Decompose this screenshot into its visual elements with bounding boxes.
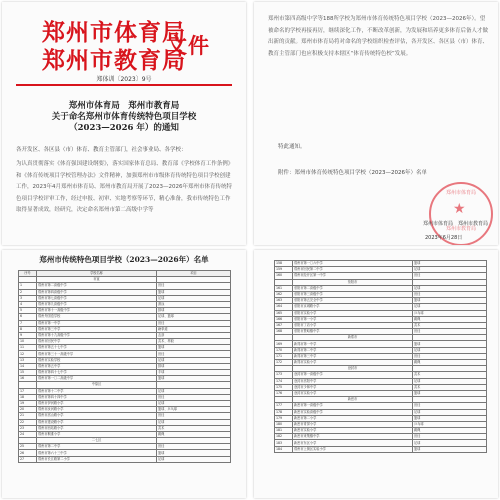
cell-school: 二七区 bbox=[37, 438, 157, 444]
cell-index: 27 bbox=[19, 456, 37, 462]
cell-sport: 田径 bbox=[157, 413, 231, 419]
cell-sport: 田径 bbox=[413, 434, 487, 440]
cell-school: 荥阳市第二高级中学 bbox=[293, 285, 413, 291]
cell-school: 郑州市汝河路小学 bbox=[37, 407, 157, 413]
cell-index: 22 bbox=[19, 419, 37, 425]
cell-school: 新密市来集镇中学 bbox=[293, 434, 413, 440]
cell-school: 郑州市建设路小学 bbox=[37, 419, 157, 425]
cell-school: 中原区 bbox=[37, 382, 157, 388]
cell-index: 14 bbox=[19, 363, 37, 369]
cell-school: 登封市第一高级中学 bbox=[293, 372, 413, 378]
seal-text-top: 郑州市体育局 bbox=[445, 190, 476, 196]
cell-sport: 排球 bbox=[157, 363, 231, 369]
cell-school: 荥阳市 bbox=[293, 279, 413, 285]
cell-index: 6 bbox=[19, 314, 37, 320]
cell-sport: 篮球 bbox=[413, 390, 487, 396]
cell-index: 171 bbox=[275, 353, 293, 359]
seal-text-bottom: 郑州市教育局 bbox=[445, 226, 476, 232]
cell-sport: 游泳 bbox=[157, 301, 231, 307]
cell-sport: 足球 bbox=[157, 419, 231, 425]
cell-school: 郑州市第一〇二高级中学 bbox=[37, 376, 157, 382]
cell-sport: 武术、摔跤 bbox=[157, 339, 231, 345]
cell-index: 4 bbox=[19, 301, 37, 307]
cell-sport: 田径 bbox=[413, 353, 487, 359]
cell-index: 19 bbox=[19, 400, 37, 406]
cell-index: 16 bbox=[19, 376, 37, 382]
cell-index: 10 bbox=[19, 339, 37, 345]
cell-sport: 篮球 bbox=[157, 450, 231, 456]
cell-index: 170 bbox=[275, 347, 293, 353]
cell-sport: 足球 bbox=[413, 378, 487, 384]
cell-sport: 足球 bbox=[413, 304, 487, 310]
cell-school: 郑州市经开区第一中学 bbox=[293, 273, 413, 279]
cell-school: 郑州市回民中学 bbox=[37, 339, 157, 345]
cell-sport: 武术 bbox=[157, 425, 231, 431]
cell-sport: 田径 bbox=[413, 329, 487, 335]
notice-body-continued: 郑州市第四高级中学等188所学校为郑州市体育传统特色项目学校（2023—2026年）。望被命名的学校再接再厉，继续深化工作，不断改革创新，为发展和培养更多体育后备人才做出新的贡献。郑州市体育局将对命名的学校组织检查评估，各开发区、各区县（市）体育、教育主管部门也应积极支持本辖区“体育传统特色校”发展。 bbox=[268, 16, 488, 57]
cell-sport: 跳绳 bbox=[413, 428, 487, 434]
cell-school: 郑州市第四十四中学 bbox=[37, 394, 157, 400]
cell-index: 9 bbox=[19, 332, 37, 338]
cell-index: 15 bbox=[19, 370, 37, 376]
cell-index: 169 bbox=[275, 341, 293, 347]
cell-school: 登封市 bbox=[293, 366, 413, 372]
cell-school: 荥阳市实验小学 bbox=[293, 310, 413, 316]
cell-index: 179 bbox=[275, 415, 293, 421]
cell-sport: 跳绳 bbox=[413, 316, 487, 322]
cell-school: 荥阳市贾峪镇中学 bbox=[293, 329, 413, 335]
cell-index: 5 bbox=[19, 308, 37, 314]
cell-school: 新郑市第一中学 bbox=[293, 341, 413, 347]
cell-index: 3 bbox=[19, 295, 37, 301]
cell-index: 183 bbox=[275, 440, 293, 446]
cell-school: 郑州市第十九高级中学 bbox=[37, 332, 157, 338]
cell-sport: 跆拳道 bbox=[157, 326, 231, 332]
cell-sport: 跳绳 bbox=[413, 360, 487, 366]
cell-sport: 篮球 bbox=[157, 345, 231, 351]
school-list-page-1 bbox=[2, 250, 246, 498]
notice-title-line-2: 关于命名郑州市体育传统特色项目学校 bbox=[51, 112, 197, 122]
cell-school: 郑州市第三中学 bbox=[37, 326, 157, 332]
cell-school: 郑州市桐淮小学 bbox=[37, 431, 157, 437]
school-table-right bbox=[274, 260, 487, 453]
notice-body-paragraph: 为认真贯彻落实《体育强国建设纲要》，落实国家体育总局、教育部《学校体育工作条例》和《体育传统项目学校管理办法》文件精神，加强郑州市市级体育传统特色项目学校创建工作，2023年4月郑州市体育局、郑州市教育局开展了2023—2026年郑州市体育传统特色项目学校评审工作，经过申报、初审、实地考察等环节，精心准备，我市传统特色工作取得显著成效，经研究，决定命名郑州市第二高级中学等 bbox=[16, 161, 234, 213]
cell-sport: 篮球 bbox=[413, 298, 487, 304]
cell-sport: 武术 bbox=[413, 372, 487, 378]
cell-index: 175 bbox=[275, 384, 293, 390]
cell-sport: 跳绳 bbox=[157, 431, 231, 437]
column-header-index: 序号 bbox=[19, 271, 37, 277]
cell-index: 160 bbox=[275, 273, 293, 279]
seal-star-icon: ★ bbox=[453, 201, 466, 217]
cell-sport: 武术 bbox=[413, 384, 487, 390]
cell-sport: 田径 bbox=[157, 283, 231, 289]
cell-index: 23 bbox=[19, 425, 37, 431]
header-sports-bureau: 郑州市体育局 bbox=[42, 19, 186, 46]
cell-sport: 足球 bbox=[413, 347, 487, 353]
cell-index: 165 bbox=[275, 310, 293, 316]
cell-sport: 足球 bbox=[157, 357, 231, 363]
cell-school: 荥阳市丁店小学 bbox=[293, 322, 413, 328]
cell-sport: 排球 bbox=[157, 308, 231, 314]
cell-school: 郑州市西站路小学 bbox=[37, 425, 157, 431]
cell-index: 181 bbox=[275, 428, 293, 434]
salutation: 各开发区、各区县（市）体育、教育主管部门，社会事业局、各学校： bbox=[16, 147, 187, 153]
cell-school: 郑州市第五中学 bbox=[37, 363, 157, 369]
cell-index: 182 bbox=[275, 434, 293, 440]
cell-school: 市直 bbox=[37, 277, 157, 283]
cell-sport: 篮球 bbox=[413, 341, 487, 347]
cell-school: 新郑市第三中学 bbox=[293, 353, 413, 359]
cell-index: 21 bbox=[19, 413, 37, 419]
cell-school: 新郑市 bbox=[293, 335, 413, 341]
cell-school: 郑州市第十一高级中学 bbox=[37, 308, 157, 314]
cell-school: 荥阳市第五完全中学 bbox=[293, 298, 413, 304]
cell-sport: 足球 bbox=[157, 456, 231, 462]
table-row bbox=[19, 456, 231, 462]
cell-school: 郑州市第四十七中学 bbox=[37, 370, 157, 376]
cell-sport: 足球 bbox=[413, 267, 487, 273]
cell-index: 1 bbox=[19, 283, 37, 289]
cell-sport: 足球、篮球 bbox=[157, 314, 231, 320]
table-row bbox=[275, 446, 487, 452]
cell-school: 郑州市第一中学 bbox=[37, 320, 157, 326]
column-header-school: 学校名称 bbox=[37, 271, 157, 277]
cell-sport: 田径 bbox=[157, 444, 231, 450]
cell-school: 新郑市实验小学 bbox=[293, 360, 413, 366]
cell-school: 荥阳市京城路小学 bbox=[293, 304, 413, 310]
cell-index: 162 bbox=[275, 291, 293, 297]
cell-school: 郑州市第二中学 bbox=[37, 444, 157, 450]
cell-index: 25 bbox=[19, 444, 37, 450]
cell-sport: 田径 bbox=[413, 403, 487, 409]
sign-date: 2023年6月28日 bbox=[425, 235, 463, 241]
cell-school: 新密市实验高级中学 bbox=[293, 409, 413, 415]
cell-school: 郑州市伊河路小学 bbox=[37, 400, 157, 406]
school-list-page-2 bbox=[254, 250, 498, 498]
cell-school: 郑州市实验学校 bbox=[37, 357, 157, 363]
cell-school: 郑州市第二高级中学 bbox=[37, 283, 157, 289]
cell-index: 26 bbox=[19, 450, 37, 456]
cell-sport: 田径 bbox=[157, 394, 231, 400]
cell-index: 13 bbox=[19, 357, 37, 363]
header-education-bureau: 郑州市教育局 bbox=[42, 47, 186, 74]
cell-index: 158 bbox=[275, 261, 293, 267]
cell-school: 新密市东区小学 bbox=[293, 440, 413, 446]
cell-index: 159 bbox=[275, 267, 293, 273]
cell-index: 20 bbox=[19, 407, 37, 413]
cell-sport: 足球 bbox=[157, 295, 231, 301]
red-divider bbox=[16, 84, 232, 86]
list-title: 郑州市传统特色项目学校（2023—2026年）名单 bbox=[39, 255, 209, 264]
cell-school: 荥阳市第一小学 bbox=[293, 316, 413, 322]
cell-sport: 乒乓球 bbox=[413, 421, 487, 427]
cell-school: 新密市第二小学 bbox=[293, 415, 413, 421]
cell-school: 郑州市嵩山路小学 bbox=[37, 413, 157, 419]
cell-sport: 足球 bbox=[413, 285, 487, 291]
notice-title-line-3: （2023—2026 年）的通知 bbox=[69, 123, 179, 133]
cell-index: 164 bbox=[275, 304, 293, 310]
cell-index: 178 bbox=[275, 409, 293, 415]
cell-index: 2 bbox=[19, 289, 37, 295]
cell-school: 郑州市第七高级中学 bbox=[37, 295, 157, 301]
cell-index: 180 bbox=[275, 421, 293, 427]
cell-index: 11 bbox=[19, 345, 37, 351]
document-page-2 bbox=[254, 2, 498, 245]
cell-sport: 足球 bbox=[157, 388, 231, 394]
cell-sport: 足球 bbox=[413, 409, 487, 415]
cell-index: 17 bbox=[19, 388, 37, 394]
school-table-left bbox=[18, 270, 231, 463]
cell-school: 新密市第一高级中学 bbox=[293, 403, 413, 409]
cell-index: 24 bbox=[19, 431, 37, 437]
cell-school: 登封市实验小学 bbox=[293, 390, 413, 396]
cell-sport: 篮球 bbox=[413, 446, 487, 452]
signer: 郑州市体育局 郑州市教育局 bbox=[423, 221, 489, 227]
attachment-line: 附件：郑州市体育传统特色项目学校（2023—2026年）名单 bbox=[278, 170, 427, 176]
cell-sport: 田径 bbox=[413, 291, 487, 297]
cell-school: 登封市嵩阳中学 bbox=[293, 378, 413, 384]
cell-index: 176 bbox=[275, 390, 293, 396]
cell-school: 郑州市上街区实验小学 bbox=[293, 446, 413, 452]
cell-school: 新密市实验小学 bbox=[293, 428, 413, 434]
notice-title-line-1: 郑州市体育局 郑州市教育局 bbox=[68, 101, 180, 111]
cell-school: 登封市少林中学 bbox=[293, 384, 413, 390]
cell-index: 184 bbox=[275, 446, 293, 452]
document-page-1 bbox=[2, 2, 246, 245]
cell-school: 郑州市第三十一高级中学 bbox=[37, 351, 157, 357]
cell-index: 8 bbox=[19, 326, 37, 332]
cell-school: 新密市青屏小学 bbox=[293, 421, 413, 427]
cell-index: 12 bbox=[19, 351, 37, 357]
cell-index: 168 bbox=[275, 329, 293, 335]
cell-sport: 乒乓球 bbox=[413, 310, 487, 316]
cell-school: 郑州市第四高级中学 bbox=[37, 289, 157, 295]
cell-school: 荥阳市第三高级中学 bbox=[293, 291, 413, 297]
cell-school: 新郑市第二中学 bbox=[293, 347, 413, 353]
cell-school: 郑州市第一〇六中学 bbox=[293, 261, 413, 267]
cell-sport: 击剑 bbox=[157, 332, 231, 338]
cell-index: 166 bbox=[275, 316, 293, 322]
cell-sport: 田径 bbox=[157, 320, 231, 326]
header-document-word: 文件 bbox=[166, 33, 210, 58]
cell-school: 郑州市第九高级中学 bbox=[37, 301, 157, 307]
cell-sport: 田径 bbox=[413, 273, 487, 279]
cell-index: 18 bbox=[19, 394, 37, 400]
cell-sport: 足球 bbox=[413, 440, 487, 446]
cell-index: 173 bbox=[275, 372, 293, 378]
cell-index: 172 bbox=[275, 360, 293, 366]
cell-index: 163 bbox=[275, 298, 293, 304]
column-header-sport: 项目 bbox=[157, 271, 231, 277]
cell-school: 郑州市第五十七中学 bbox=[37, 345, 157, 351]
cell-sport: 手球 bbox=[157, 370, 231, 376]
cell-school: 郑州市第六十三中学 bbox=[37, 450, 157, 456]
cell-sport: 武术 bbox=[413, 322, 487, 328]
cell-index: 7 bbox=[19, 320, 37, 326]
cell-index: 174 bbox=[275, 378, 293, 384]
cell-school: 郑州外国语学校 bbox=[37, 314, 157, 320]
closing-note: 特此通知。 bbox=[278, 144, 306, 150]
document-number: 郑体训〔2023〕9号 bbox=[96, 76, 152, 83]
cell-sport: 篮球 bbox=[157, 289, 231, 295]
cell-school: 新密市 bbox=[293, 397, 413, 403]
cell-school: 郑州市第十二中学 bbox=[37, 388, 157, 394]
cell-index: 167 bbox=[275, 322, 293, 328]
cell-sport: 篮球、乒乓球 bbox=[157, 407, 231, 413]
cell-sport: 田径 bbox=[157, 351, 231, 357]
cell-index: 177 bbox=[275, 403, 293, 409]
cell-sport: 足球 bbox=[157, 400, 231, 406]
cell-sport: 篮球 bbox=[413, 415, 487, 421]
cell-school: 郑州市回民第二中学 bbox=[293, 267, 413, 273]
cell-sport: 篮球 bbox=[413, 261, 487, 267]
cell-index: 161 bbox=[275, 285, 293, 291]
cell-school: 郑州市长江路第二小学 bbox=[37, 456, 157, 462]
cell-sport: 篮球 bbox=[157, 376, 231, 382]
